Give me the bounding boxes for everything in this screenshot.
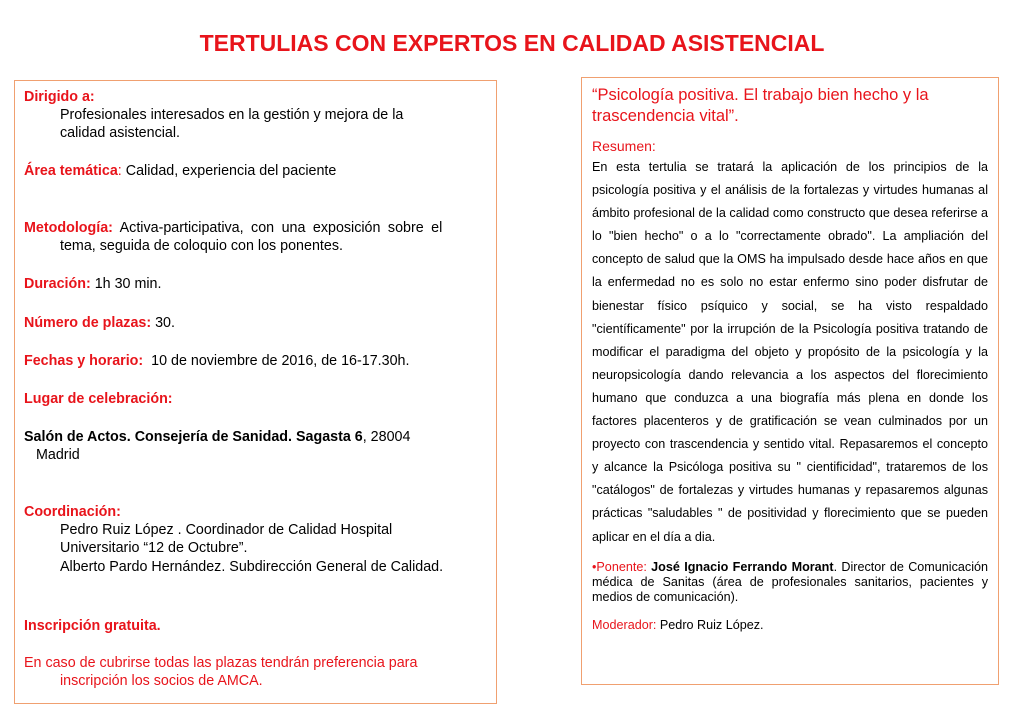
dirigido-line-1: Profesionales interesados en la gestión y mejora de la: [60, 107, 404, 123]
metodologia-label: Metodología:: [24, 220, 113, 236]
preferencia-line-2: inscripción los socios de AMCA.: [60, 673, 263, 689]
dirigido-line-2: calidad asistencial.: [60, 125, 181, 141]
fechas-value: 10 de noviembre de 2016, de 16-17.30h.: [143, 353, 410, 369]
page-title: TERTULIAS CON EXPERTOS EN CALIDAD ASISTENCIAL: [199, 30, 825, 56]
summary-box: [581, 77, 999, 685]
lugar-rest: , 28004: [362, 429, 411, 445]
moderador-value: Pedro Ruiz López.: [656, 617, 764, 632]
moderador-label: Moderador:: [592, 617, 657, 632]
dirigido-label: Dirigido a:: [24, 89, 95, 105]
fechas: [24, 352, 409, 370]
metodologia-line-1: Activa-participativa, con una exposición sobre el: [112, 220, 443, 236]
ponente-name: José Ignacio Ferrando Morant: [646, 559, 834, 574]
preferencia-line-1: En caso de cubrirse todas las plazas tendrán preferencia para: [24, 655, 418, 671]
coord-line-3: Alberto Pardo Hernández. Subdirección General de Calidad.: [60, 559, 444, 575]
talk-title: “Psicología positiva. El trabajo bien hecho y la trascendencia vital”.: [592, 86, 929, 125]
lugar-bold: Salón de Actos. Consejería de Sanidad. Sagasta 6: [24, 429, 363, 445]
coordinacion-label: Coordinación:: [24, 504, 121, 520]
coord-line-2: Universitario “12 de Octubre”.: [60, 540, 248, 556]
lugar-line-2: Madrid: [36, 447, 80, 463]
lugar-label: Lugar de celebración:: [24, 391, 173, 407]
metodologia-line-2: tema, seguida de coloquio con los ponentes.: [60, 238, 343, 254]
duracion: [24, 275, 161, 293]
ponente-label: •Ponente:: [592, 559, 647, 574]
summary-text: En esta tertulia se tratará la aplicación de los principios de la psicología positiva y el análisis de la fortalezas y virtudes humanas al ámbito profesional de la calidad como constructo que desea referirse a lo "bien hecho" o a lo "correctamente obrado". La ampliación del concepto de salud que la OMS ha impulsado desde hace años en que la enfermedad no es solo no estar enfermo sino poder disfrutar de bienestar físico psíquico y social, se ha visto respaldado "científicamente" por la irrupción de la Psicología positiva tratando de modificar el paradigma del objeto y propósito de la psicología y la neuropsicología dando relevancia a los aspectos del florecimiento humano que conduzca a una biografía más plena en donde los factores placenteros y de gratificación se vean culminados por un proyecto con trascendencia y sentido vital. Repasaremos el concepto y alcance la Psicóloga positiva su " cientificidad", trataremos de los "catálogos" de fortalezas y virtudes humanas y repasaremos algunas prácticas "saludables " de positividad y florecimiento que se pueden aplicar en el día a dia.: [592, 160, 988, 544]
duracion-value: 1h 30 min.: [90, 276, 162, 292]
plazas: [24, 314, 175, 332]
area-label: Área temática: [24, 163, 118, 179]
duracion-label: Duración:: [24, 276, 91, 292]
ponente-desc: . Director de Comunicación médica de Sanitas (área de profesionales sanitarios, pacientes y medios de comunicación).: [592, 559, 988, 604]
fechas-label: Fechas y horario:: [24, 353, 144, 369]
area-value: Calidad, experiencia del paciente: [121, 163, 337, 179]
plazas-value: 30.: [151, 315, 175, 331]
coord-line-1: Pedro Ruiz López . Coordinador de Calidad Hospital: [60, 522, 393, 538]
metodologia: [24, 219, 489, 237]
resumen-label: Resumen:: [592, 138, 656, 154]
event-details-box: [14, 80, 497, 704]
lugar: [24, 428, 410, 446]
area-colon: :: [117, 163, 122, 179]
inscripcion-label: Inscripción gratuita.: [24, 618, 161, 634]
moderador: [592, 618, 988, 633]
ponente: [592, 560, 988, 605]
plazas-label: Número de plazas:: [24, 315, 152, 331]
area-tematica: [24, 162, 336, 180]
